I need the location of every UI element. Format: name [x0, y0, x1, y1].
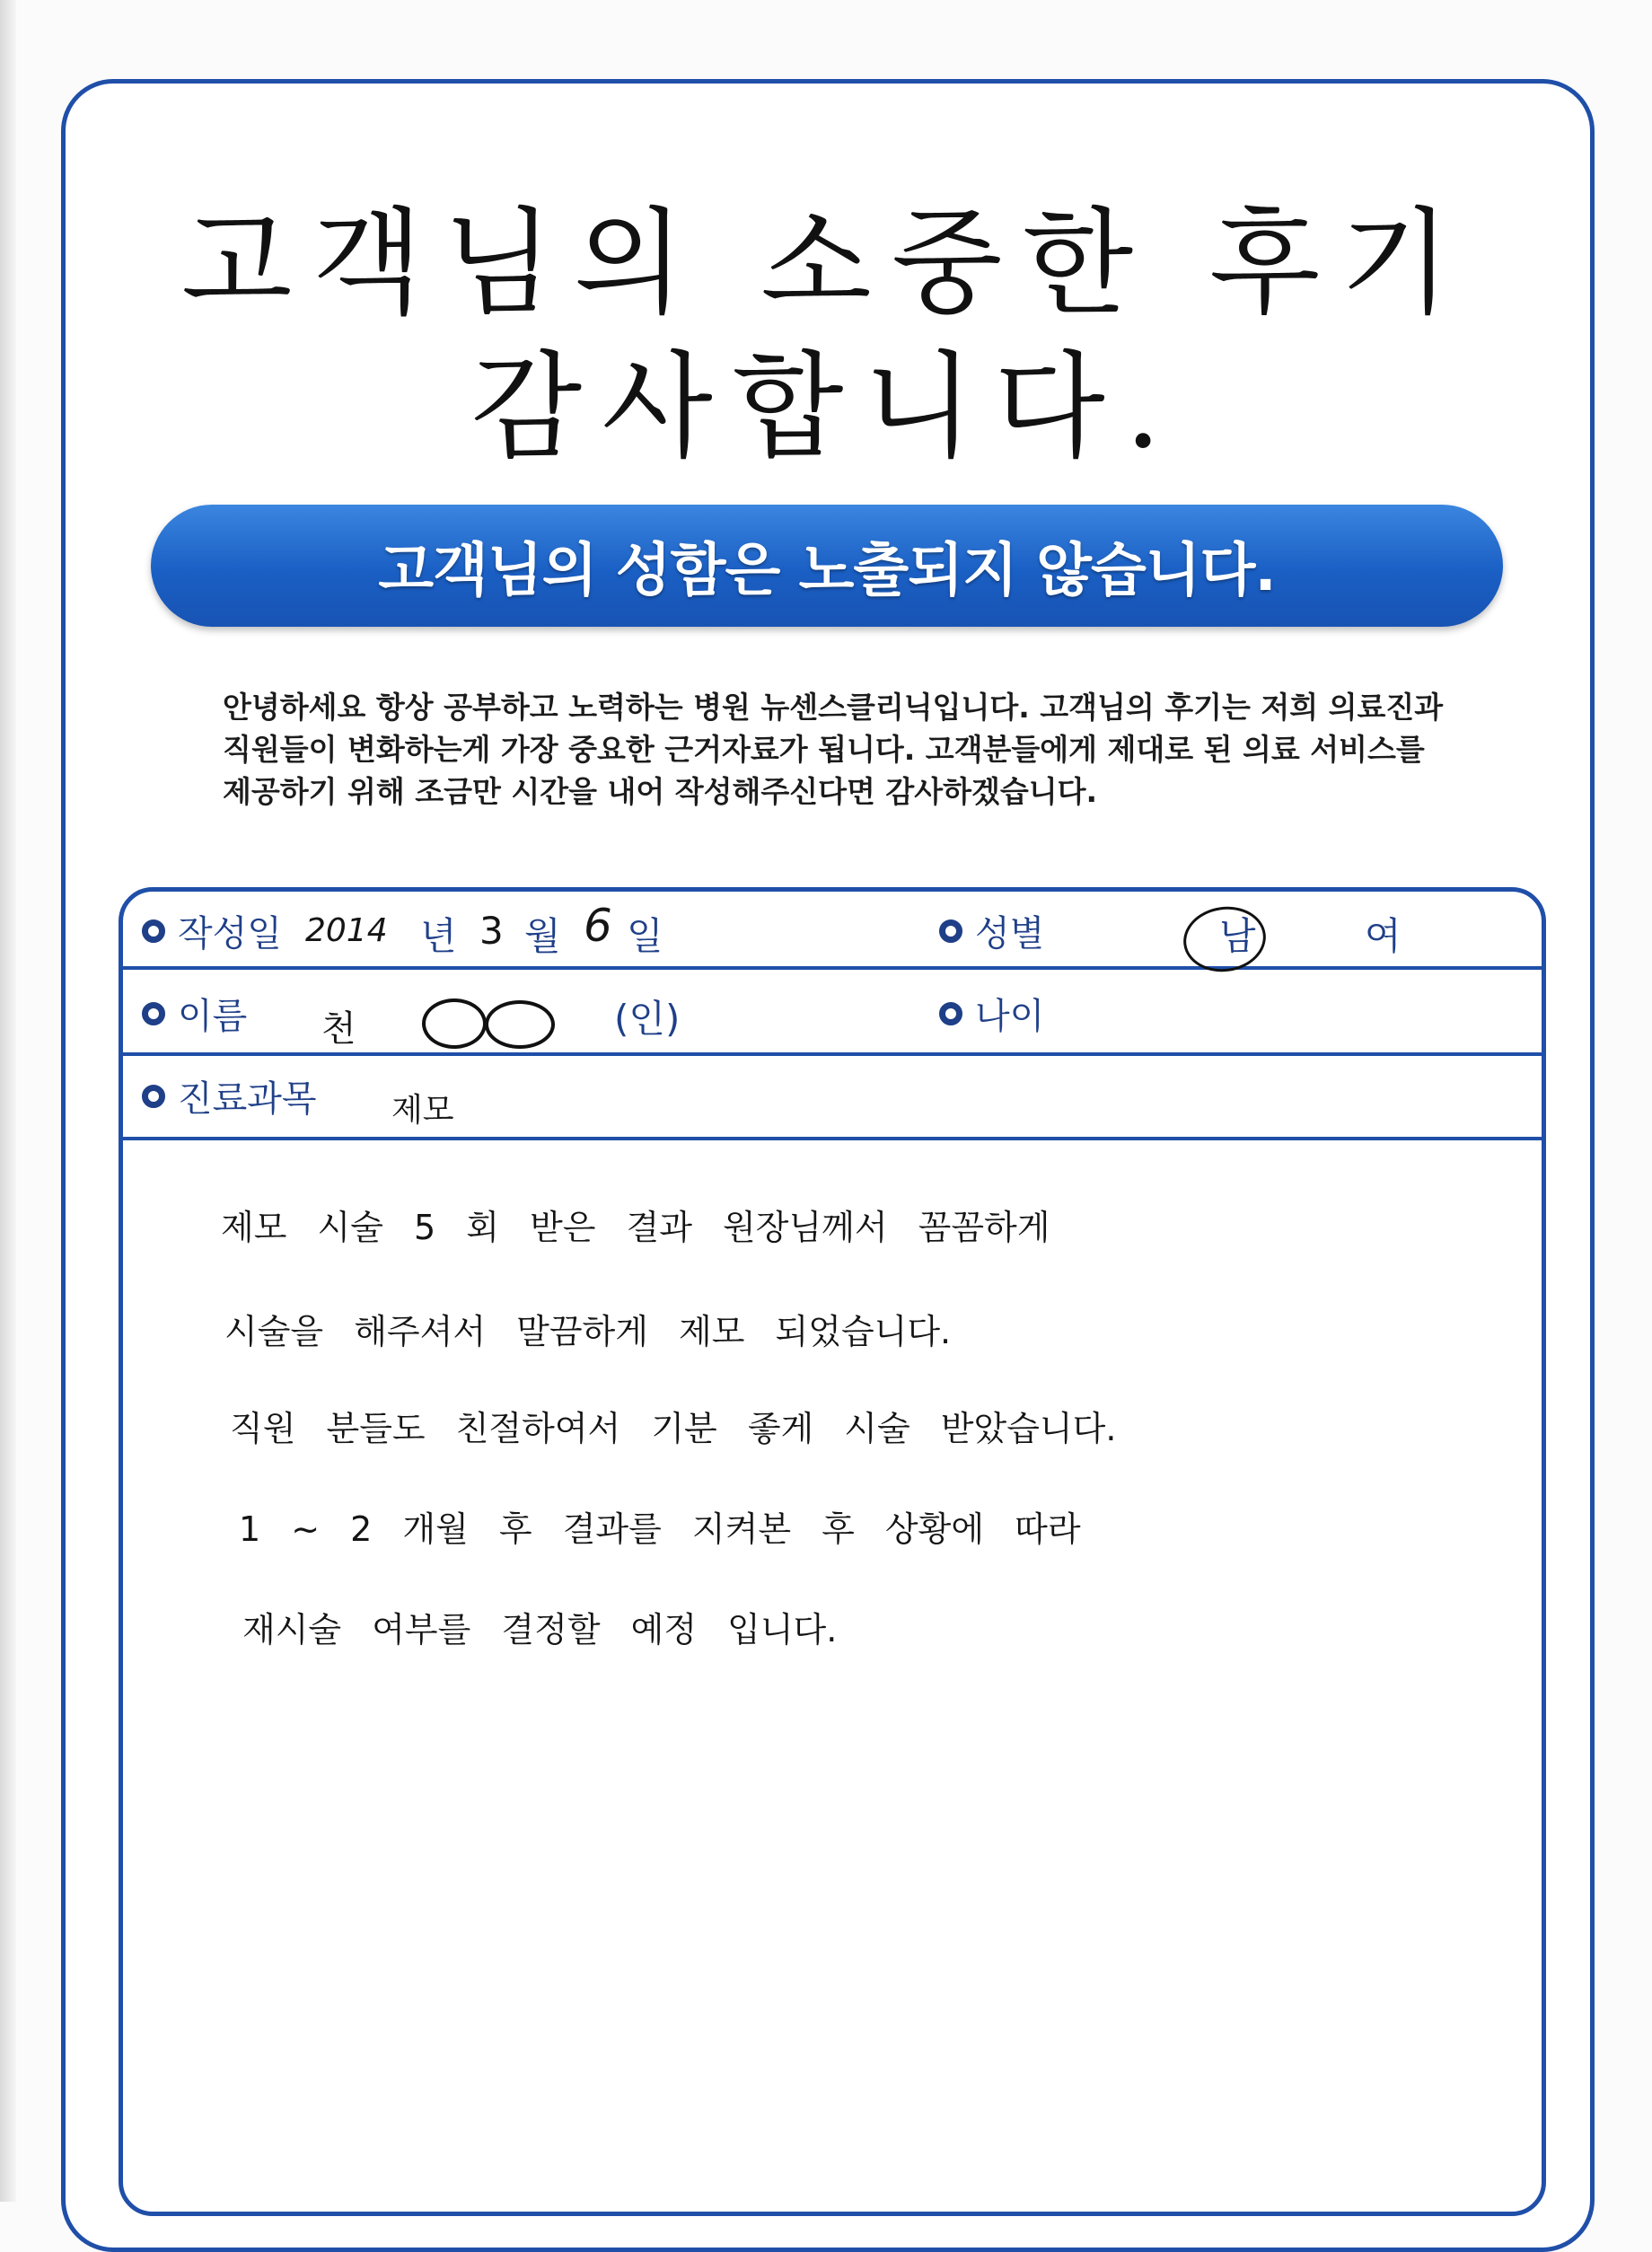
review-line: 직원 분들도 친절하여서 기분 좋게 시술 받았습니다. — [230, 1409, 1117, 1448]
date-year-field[interactable]: 2014 — [305, 912, 388, 949]
privacy-banner — [151, 505, 1503, 627]
gender-label: 성별 — [939, 905, 1044, 956]
name-masked-field[interactable] — [422, 998, 555, 1051]
review-line: 제모 시술 5 회 받은 결과 원장님께서 꼼꼼하게 — [221, 1208, 1050, 1247]
review-form — [119, 887, 1546, 2216]
bullet-icon — [939, 1002, 962, 1025]
year-unit: 년 — [420, 914, 457, 958]
page-title: 고객님의 소중한 후기 — [180, 197, 1472, 330]
month-unit: 월 — [524, 914, 561, 958]
date-label: 작성일 — [142, 905, 282, 956]
department-field[interactable]: 제모 — [391, 1092, 454, 1129]
date-day-field[interactable]: 6 — [584, 900, 612, 952]
date-month-field[interactable]: 3 — [479, 909, 504, 953]
gender-option-female[interactable]: 여 — [1365, 914, 1402, 958]
mask-circle-icon — [422, 998, 487, 1049]
intro-line: 안녕하세요 항상 공부하고 노력하는 병원 뉴센스클리닉입니다. 고객님의 후기는 저희 의료진과 — [223, 690, 1444, 725]
intro-line: 제공하기 위해 조금만 시간을 내어 작성해주신다면 감사하겠습니다. — [223, 774, 1098, 809]
bullet-icon — [142, 919, 165, 943]
review-line: 재시술 여부를 결정할 예정 입니다. — [242, 1610, 838, 1649]
intro-line: 직원들이 변화하는게 가장 중요한 근거자료가 됩니다. 고객분들에게 제대로 된 의료 서비스를 — [223, 732, 1425, 767]
day-unit: 일 — [627, 914, 663, 958]
privacy-banner-text: 고객님의 성함은 노출되지 않습니다. — [378, 538, 1276, 604]
form-row-divider — [122, 1052, 1542, 1056]
form-row-divider — [122, 966, 1542, 970]
age-label: 나이 — [939, 988, 1044, 1039]
bullet-icon — [939, 919, 962, 943]
intro-paragraph — [223, 686, 1480, 813]
name-surname[interactable]: 천 — [321, 1008, 356, 1050]
review-line: 1 ~ 2 개월 후 결과를 지켜본 후 상황에 따라 — [239, 1509, 1081, 1549]
form-row-divider — [122, 1137, 1542, 1140]
seal-label: (인) — [614, 997, 681, 1041]
gender-option-male[interactable]: 남 — [1219, 914, 1256, 958]
name-label: 이름 — [142, 988, 247, 1039]
department-label: 진료과목 — [142, 1070, 317, 1122]
bullet-icon — [142, 1085, 165, 1108]
page-title-line2: 감사합니다. — [470, 340, 1182, 474]
bullet-icon — [142, 1002, 165, 1025]
review-line: 시술을 해주셔서 말끔하게 제모 되었습니다. — [224, 1312, 952, 1351]
mask-circle-icon — [485, 1000, 555, 1049]
